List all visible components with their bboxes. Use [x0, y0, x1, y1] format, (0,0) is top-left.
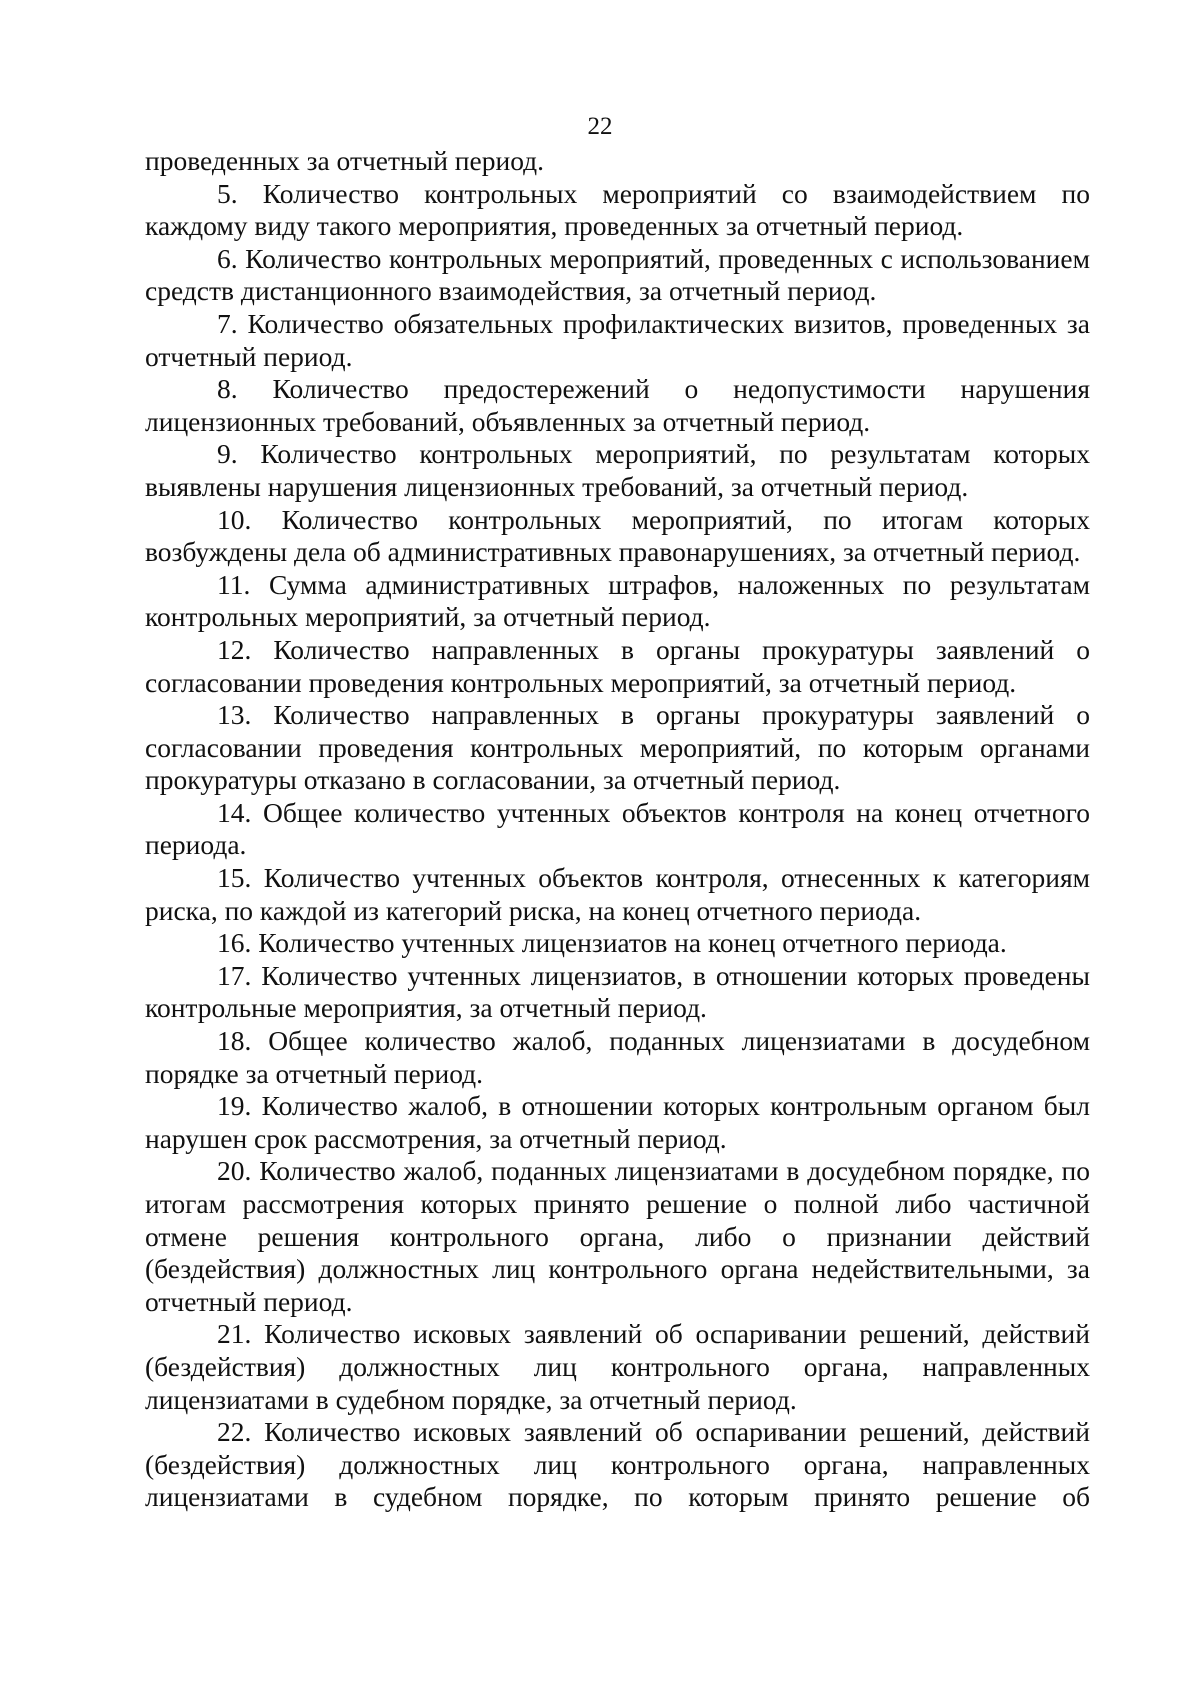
continuation-paragraph: проведенных за отчетный период.: [145, 145, 545, 176]
list-item-16: 16. Количество учтенных лицензиатов на конец отчетного периода.: [217, 927, 1007, 959]
page-number: 22: [587, 113, 613, 140]
list-item-21: 21. Количество исковых заявлений об оспаривании решений, действий (бездействия) должностных лиц контрольного органа, направленных лицензиатами в судебном порядке, за отчетный период.: [145, 1318, 1090, 1415]
list-item-15: 15. Количество учтенных объектов контроля, отнесенных к категориям риска, по каждой из категорий риска, на конец отчетного периода.: [145, 862, 1090, 926]
document-body: [145, 145, 1090, 1514]
list-item-13: 13. Количество направленных в органы прокуратуры заявлений о согласовании проведения контрольных мероприятий, по которым органами прокуратуры отказано в согласовании, за отчетный период.: [145, 699, 1090, 796]
list-item-12: 12. Количество направленных в органы прокуратуры заявлений о согласовании проведения контрольных мероприятий, за отчетный период.: [145, 633, 1090, 698]
list-item-22: 22. Количество исковых заявлений об оспаривании решений, действий (бездействия) должностных лиц контрольного органа, направленных лицензиатами в судебном порядке, по которым принято решение об: [145, 1416, 1090, 1513]
list-item-8: 8. Количество предостережений о недопустимости нарушения лицензионных требований, объявленных за отчетный период.: [145, 373, 1090, 437]
list-item-18: 18. Общее количество жалоб, поданных лицензиатами в досудебном порядке за отчетный период.: [145, 1025, 1090, 1089]
list-item-10: 10. Количество контрольных мероприятий, по итогам которых возбуждены дела об административных правонарушениях, за отчетный период.: [145, 503, 1090, 568]
list-item-5: 5. Количество контрольных мероприятий со взаимодействием по каждому виду такого мероприятия, проведенных за отчетный период.: [145, 177, 1090, 242]
list-item-17: 17. Количество учтенных лицензиатов, в отношении которых проведены контрольные мероприятия, за отчетный период.: [145, 959, 1090, 1024]
list-item-19: 19. Количество жалоб, в отношении которых контрольным органом был нарушен срок рассмотрения, за отчетный период.: [145, 1090, 1090, 1154]
list-item-11: 11. Сумма административных штрафов, наложенных по результатам контрольных мероприятий, за отчетный период.: [145, 568, 1090, 633]
list-item-9: 9. Количество контрольных мероприятий, по результатам которых выявлены нарушения лицензионных требований, за отчетный период.: [145, 438, 1090, 502]
list-item-6: 6. Количество контрольных мероприятий, проведенных с использованием средств дистанционного взаимодействия, за отчетный период.: [145, 242, 1090, 307]
list-item-20: 20. Количество жалоб, поданных лицензиатами в досудебном порядке, по итогам рассмотрения которых принято решение о полной либо частичной отмене решения контрольного органа, либо о признании действий (бездействия) должностных лиц контрольного органа недействительными, за отчетный период.: [145, 1155, 1090, 1317]
list-item-7: 7. Количество обязательных профилактических визитов, проведенных за отчетный период.: [145, 307, 1090, 372]
list-item-14: 14. Общее количество учтенных объектов контроля на конец отчетного периода.: [145, 796, 1090, 861]
